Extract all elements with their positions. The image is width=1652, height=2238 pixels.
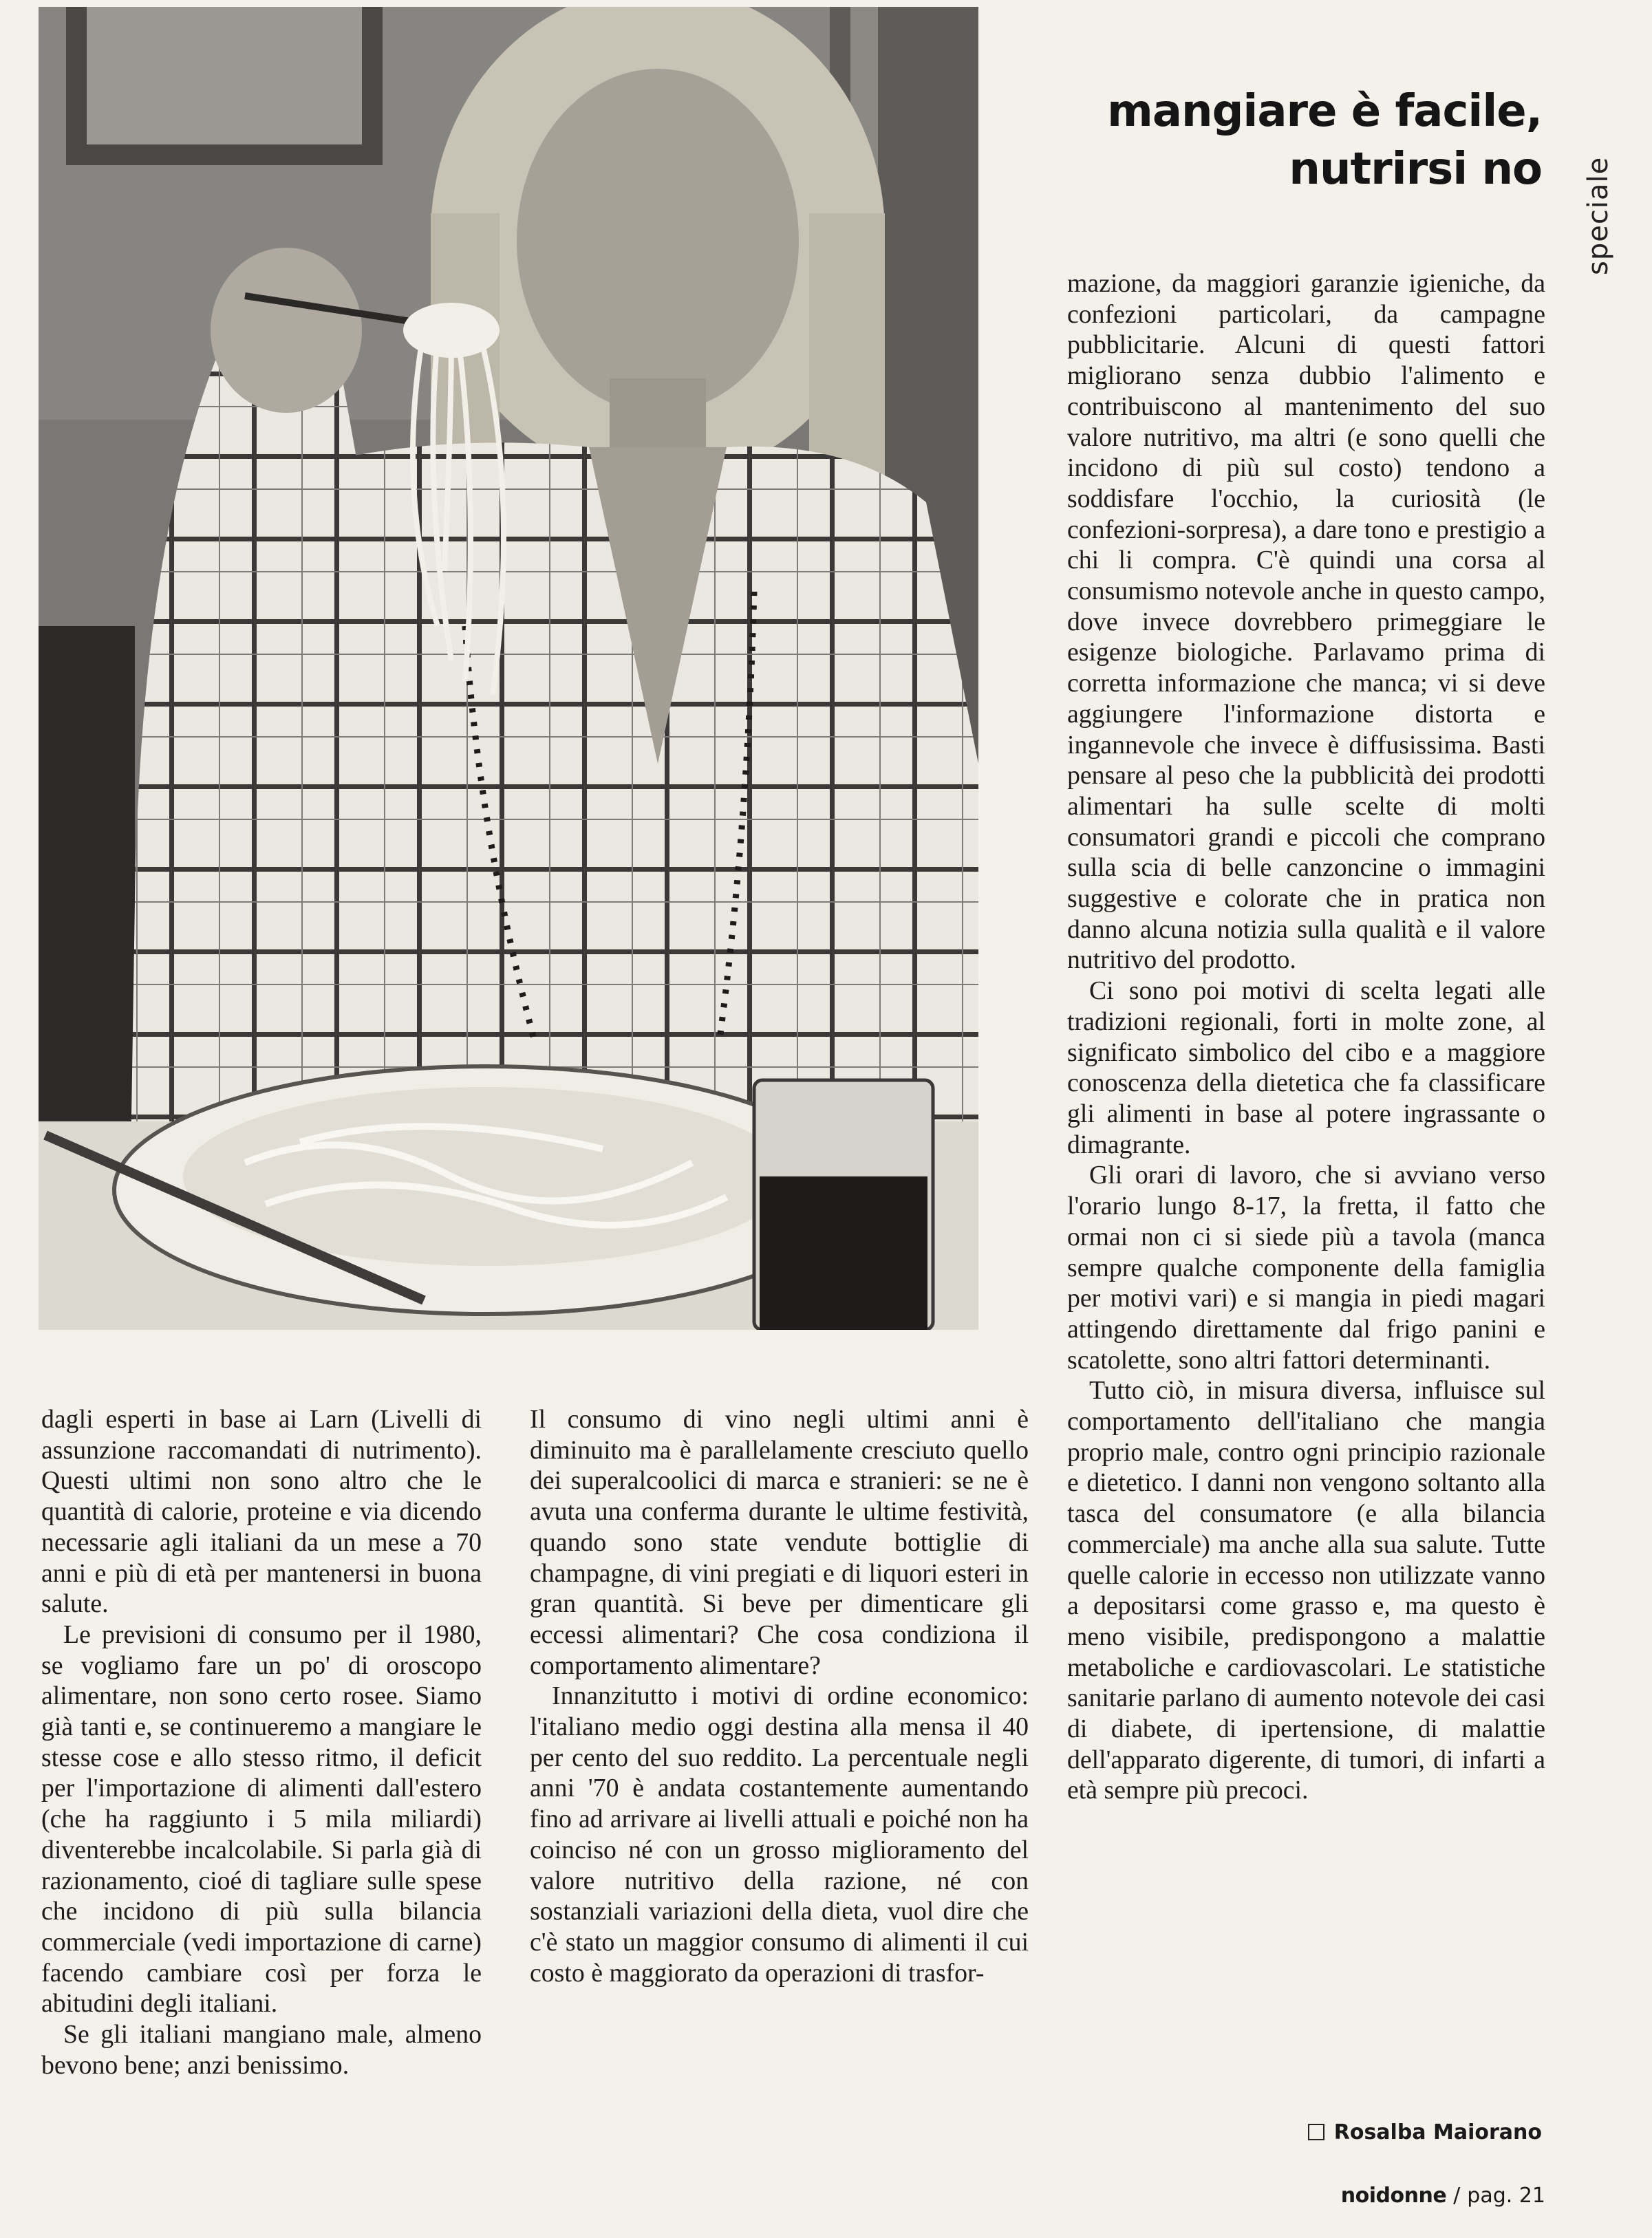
paragraph: Gli orari di lavoro, che si avviano verso l'orario lungo 8-17, la fretta, il fatto che ormai non ci si siede più a tavola (manca sempre qualche componente della famiglia per motivi vari) e si mangia in piedi magari attingendo direttamente dal frigo panini e scatolette, sono altri fattori determinanti. [1067,1161,1545,1375]
article-photo [39,7,978,1330]
paragraph: Se gli italiani mangiano male, almeno bevono bene; anzi benissimo. [41,2020,482,2080]
text-column-3 [1067,268,1545,1806]
paragraph: Ci sono poi motivi di scelta legati alle tradizioni regionali, forti in molte zone, al significato simbolico del cibo e a maggiore conoscenza della dietetica che fa classificare gli alimenti in base al potere ingrassante o dimagrante. [1067,976,1545,1159]
page-footer [1341,2184,1545,2208]
paragraph: Il consumo di vino negli ultimi anni è diminuito ma è parallelamente cresciuto quello dei superalcoolici di marca e stranieri: se ne è avuta una conferma durante le ultime festività, quando sono state vendute bottiglie di champagne, di vini pregiati e di liquori esteri in gran quantità. Si beve per dimenticare gli eccessi alimentari? Che cosa condiziona il comportamento alimentare? [530,1405,1029,1680]
photo-illustration [39,7,978,1330]
text-column-1 [41,1404,482,2080]
page-number: pag. 21 [1467,2184,1545,2208]
square-bullet-icon [1308,2124,1324,2140]
headline-line-1: mangiare è facile, [1107,86,1542,137]
paragraph: Tutto ciò, in misura diversa, influisce sul comportamento dell'italiano che mangia proprio male, contro ogni principio razionale e dietetico. I danni non vengono soltanto alla tasca del consumatore (e alla bilancia commerciale) ma anche alla sua salute. Tutte quelle calorie in eccesso non utilizzate vanno a depositarsi come grasso e, ma questo è meno visibile, predispongono a malattie metaboliche e cardiovascolari. Le statistiche sanitarie parlano di aumento notevole dei casi di diabete, di ipertensione, di malattie dell'apparato digerente, di tumori, di infarti a età sempre più precoci. [1067,1376,1545,1805]
paragraph: Innanzitutto i motivi di ordine economico: l'italiano medio oggi destina alla mensa il 40 per cento del suo reddito. La percentuale negli anni '70 è andata costantemente aumentando fino ad arrivare ai livelli attuali e poiché non ha coinciso né con un grosso miglioramento del valore nutritivo della razione, né con sostanziali variazioni della dieta, vuol dire che c'è stato un maggior consumo di alimenti il cui costo è maggiorato da operazioni di trasfor- [530,1681,1029,1988]
paragraph: dagli esperti in base ai Larn (Livelli di assunzione raccomandati di nutrimento). Questi ultimi non sono altro che le quantità di calorie, proteine e via dicendo necessarie agli italiani da un mese a 70 anni e più di età per mantenersi in buona salute. [41,1405,482,1619]
paragraph: mazione, da maggiori garanzie igieniche, da confezioni particolari, da campagne pubblicitarie. Alcuni di questi fattori migliorano senza dubbio l'alimento e contribuiscono al mantenimento del suo valore nutritivo, ma altri (e sono quelli che incidono di più sul costo) tendono a soddisfare l'occhio, la curiosità (le confezioni-sorpresa), a dare tono e prestigio a chi li compra. C'è quindi una corsa al consumismo notevole anche in questo campo, dove invece dovrebbero primeggiare le esigenze biologiche. Parlavamo prima di corretta informazione che manca; vi si deve aggiungere l'informazione distorta e ingannevole che invece è diffusissima. Basti pensare al peso che la pubblicità dei prodotti alimentari ha sulle scelte di molti consumatori grandi e piccoli che comprano sulla scia di belle canzoncine o immagini suggestive e colorate che in pratica non danno alcuna notizia sulla qualità e il valore nutritivo del prodotto. [1067,269,1545,975]
article-headline [1019,83,1542,198]
text-column-2 [530,1404,1029,1988]
headline-line-2: nutrirsi no [1289,144,1542,195]
footer-slash: / [1453,2184,1461,2208]
author-name: Rosalba Maiorano [1333,2120,1542,2144]
author-byline [1308,2120,1542,2144]
section-label: speciale [1583,156,1614,275]
magazine-name: noidonne [1340,2184,1447,2208]
paragraph: Le previsioni di consumo per il 1980, se vogliamo fare un po' di oroscopo alimentare, non sono certo rosee. Siamo già tanti e, se continueremo a mangiare le stesse cose e allo stesso ritmo, il deficit per l'importazione di alimenti dall'estero (che ha raggiunto i 5 mila miliardi) diventerebbe incalcolabile. Si parla già di razionamento, cioé di tagliare sulle spese che incidono di più sulla bilancia commerciale (vedi importazione di carne) facendo cambiare così per forza le abitudini degli italiani. [41,1620,482,2019]
